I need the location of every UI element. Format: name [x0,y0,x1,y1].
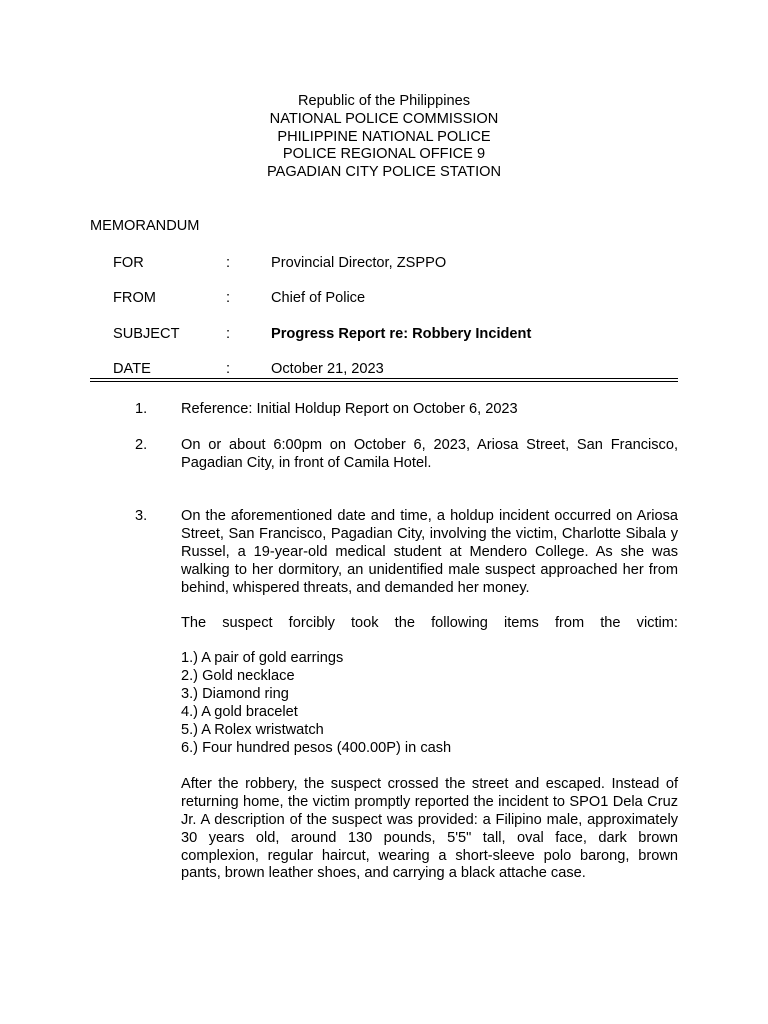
from-value: Chief of Police [271,290,366,306]
header-rule-top [90,378,678,379]
for-label: FOR [113,255,144,271]
letterhead-pnp: PHILIPPINE NATIONAL POLICE [277,128,491,145]
list-item: 3.) Diamond ring [181,686,289,703]
for-row [113,254,673,272]
letterhead-napolcom: NATIONAL POLICE COMMISSION [269,110,499,127]
list-item: 4.) A gold bracelet [181,704,298,721]
date-value: October 21, 2023 [271,361,384,377]
stolen-items-list [181,650,678,757]
paragraph-2-text: On or about 6:00pm on October 6, 2023, Ariosa Street, San Francisco, Pagadian City, in front of Camila Hotel. [181,437,678,471]
paragraph-3-number: 3. [135,508,148,524]
for-separator: : [226,255,231,271]
list-item: 1.) A pair of gold earrings [181,650,344,667]
from-row [113,289,673,307]
list-item: 6.) Four hundred pesos (400.00P) in cash [181,739,452,756]
letterhead-station: PAGADIAN CITY POLICE STATION [266,164,502,181]
for-value: Provincial Director, ZSPPO [271,255,447,271]
date-label: DATE [113,361,151,377]
list-item: 5.) A Rolex wristwatch [181,722,324,739]
header-rule-bottom [90,381,678,382]
list-item: 2.) Gold necklace [181,668,295,685]
date-separator: : [226,361,231,377]
paragraph-1-number: 1. [135,401,148,417]
from-label: FROM [113,290,156,306]
subject-label: SUBJECT [113,326,180,342]
letterhead [0,93,768,182]
from-separator: : [226,290,231,306]
letterhead-republic: Republic of the Philippines [298,93,470,109]
letterhead-regional-office: POLICE REGIONAL OFFICE 9 [282,146,486,163]
after-robbery-text: After the robbery, the suspect crossed the street and escaped. Instead of returning home, the victim promptly reported the incident to SPO1 Dela Cruz Jr. A description of the suspect was provided: a Filipino male, approximately 30 years old, around 130 pounds, 5'5" tall, oval face, dark brown complexion, regular haircut, wearing a short-sleeve polo barong, brown pants, brown leather shoes, and carrying a black attache case. [181,775,678,882]
date-row [113,360,673,378]
subject-separator: : [226,326,231,342]
paragraph-3-text: On the aforementioned date and time, a holdup incident occurred on Ariosa Street, San Francisco, Pagadian City, involving the victim, Charlotte Sibala y Russel, a 19-year-old medical student at Mendero College. As she was walking to her dormitory, an unidentified male suspect approached her from behind, whispered threats, and demanded her money. [181,508,678,596]
memo-title: MEMORANDUM [90,218,200,234]
items-intro: The suspect forcibly took the following items from the victim: [181,614,678,631]
paragraph-2-number: 2. [135,437,148,453]
paragraph-1-text: Reference: Initial Holdup Report on October 6, 2023 [181,401,518,417]
subject-value: Progress Report re: Robbery Incident [271,326,532,342]
subject-row [113,325,673,343]
paragraph-3-body [181,508,678,883]
